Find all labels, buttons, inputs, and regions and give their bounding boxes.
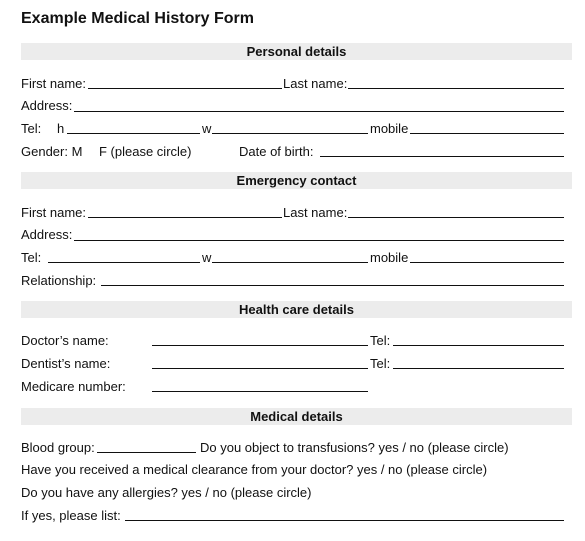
tel-mobile-field[interactable]	[410, 133, 564, 134]
medical-clearance-question: Have you received a medical clearance from your doctor? yes / no (please circle)	[21, 462, 488, 477]
allergies-question: Do you have any allergies? yes / no (please circle)	[21, 485, 312, 500]
relationship-field[interactable]	[101, 285, 564, 286]
last-name-field[interactable]	[348, 88, 564, 89]
relationship-label: Relationship:	[21, 273, 97, 288]
tel-home-field[interactable]	[67, 133, 200, 134]
last-name-label: Last name:	[283, 76, 348, 91]
dentist-name-label: Dentist’s name:	[21, 356, 111, 371]
date-of-birth-label: Date of birth:	[239, 144, 314, 159]
tel-work-label: w	[202, 121, 212, 136]
medicare-number-field[interactable]	[152, 391, 368, 392]
emergency-tel-home-field[interactable]	[48, 262, 200, 263]
form-title: Example Medical History Form	[21, 10, 254, 27]
dentist-tel-field[interactable]	[393, 368, 564, 369]
tel-work-field[interactable]	[212, 133, 368, 134]
blood-group-field[interactable]	[97, 452, 196, 453]
first-name-label: First name:	[21, 76, 87, 91]
emergency-address-field[interactable]	[74, 240, 564, 241]
emergency-last-name-label: Last name:	[283, 205, 348, 220]
doctor-tel-label: Tel:	[370, 333, 391, 348]
date-of-birth-field[interactable]	[320, 156, 564, 157]
section-emergency-contact: Emergency contact	[21, 172, 572, 189]
allergies-list-field[interactable]	[125, 520, 564, 521]
emergency-tel-work-label: w	[202, 250, 212, 265]
section-medical-details: Medical details	[21, 408, 572, 425]
dentist-name-field[interactable]	[152, 368, 368, 369]
blood-group-label: Blood group:	[21, 440, 95, 455]
medicare-number-label: Medicare number:	[21, 379, 126, 394]
transfusions-question: Do you object to transfusions? yes / no (please circle)	[200, 440, 509, 455]
gender-label: Gender: M	[21, 144, 83, 159]
address-field[interactable]	[74, 111, 564, 112]
section-health-care-details: Health care details	[21, 301, 572, 318]
gender-f-label: F (please circle)	[99, 144, 192, 159]
doctor-name-field[interactable]	[152, 345, 368, 346]
emergency-tel-mobile-field[interactable]	[410, 262, 564, 263]
doctor-tel-field[interactable]	[393, 345, 564, 346]
dentist-tel-label: Tel:	[370, 356, 391, 371]
doctor-name-label: Doctor’s name:	[21, 333, 109, 348]
emergency-address-label: Address:	[21, 227, 73, 242]
allergies-list-label: If yes, please list:	[21, 508, 121, 523]
tel-home-label: h	[57, 121, 65, 136]
address-label: Address:	[21, 98, 73, 113]
emergency-last-name-field[interactable]	[348, 217, 564, 218]
tel-label: Tel:	[21, 121, 42, 136]
emergency-tel-work-field[interactable]	[212, 262, 368, 263]
tel-mobile-label: mobile	[370, 121, 409, 136]
emergency-tel-label: Tel:	[21, 250, 42, 265]
emergency-first-name-label: First name:	[21, 205, 87, 220]
section-personal-details: Personal details	[21, 43, 572, 60]
emergency-first-name-field[interactable]	[88, 217, 282, 218]
emergency-tel-mobile-label: mobile	[370, 250, 409, 265]
first-name-field[interactable]	[88, 88, 282, 89]
